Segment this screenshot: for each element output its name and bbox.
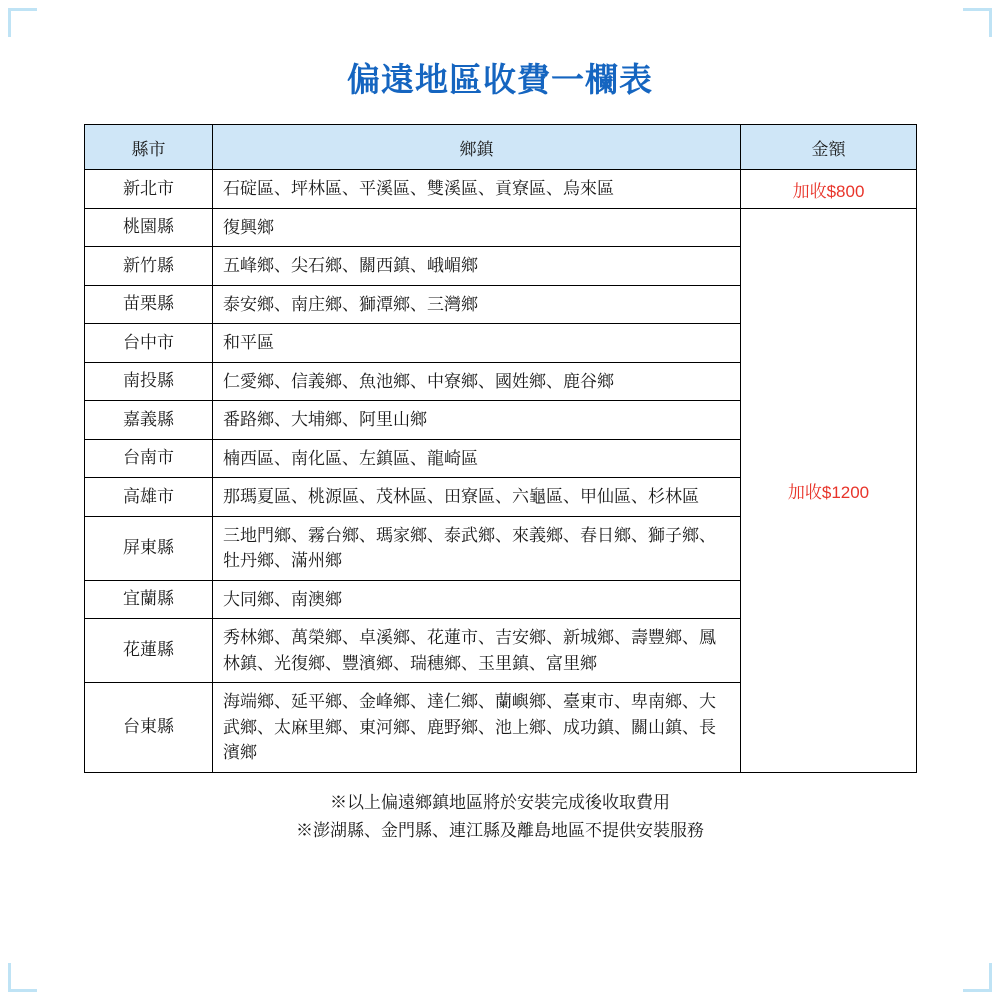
cell-towns: 海端鄉、延平鄉、金峰鄉、達仁鄉、蘭嶼鄉、臺東市、卑南鄉、大武鄉、太麻里鄉、東河鄉、鹿野鄉、池上鄉、成功鎮、關山鎮、長濱鄉 (213, 683, 741, 773)
cell-towns: 楠西區、南化區、左鎮區、龍崎區 (213, 439, 741, 478)
corner-decoration-top-left (8, 8, 37, 37)
cell-county: 屏東縣 (85, 516, 213, 580)
cell-county: 新北市 (85, 170, 213, 209)
cell-towns: 和平區 (213, 324, 741, 363)
remote-area-fee-table (84, 124, 917, 773)
cell-county: 新竹縣 (85, 247, 213, 286)
cell-towns: 三地門鄉、霧台鄉、瑪家鄉、泰武鄉、來義鄉、春日鄉、獅子鄉、牡丹鄉、滿州鄉 (213, 516, 741, 580)
table-row (85, 208, 917, 247)
cell-towns: 復興鄉 (213, 208, 741, 247)
table-header-row (85, 125, 917, 170)
cell-towns: 石碇區、坪林區、平溪區、雙溪區、貢寮區、烏來區 (213, 170, 741, 209)
cell-county: 花蓮縣 (85, 619, 213, 683)
corner-decoration-top-right (963, 8, 992, 37)
table-row (85, 170, 917, 209)
corner-decoration-bottom-right (963, 963, 992, 992)
cell-towns: 大同鄉、南澳鄉 (213, 580, 741, 619)
cell-towns: 泰安鄉、南庄鄉、獅潭鄉、三灣鄉 (213, 285, 741, 324)
cell-towns: 秀林鄉、萬榮鄉、卓溪鄉、花蓮市、吉安鄉、新城鄉、壽豐鄉、鳳林鎮、光復鄉、豐濱鄉、瑞穗鄉、玉里鎮、富里鄉 (213, 619, 741, 683)
corner-decoration-bottom-left (8, 963, 37, 992)
footnotes (84, 789, 916, 845)
cell-county: 南投縣 (85, 362, 213, 401)
cell-county: 台東縣 (85, 683, 213, 773)
cell-county: 苗栗縣 (85, 285, 213, 324)
cell-towns: 番路鄉、大埔鄉、阿里山鄉 (213, 401, 741, 440)
column-header-town: 鄉鎮 (213, 125, 741, 170)
cell-towns: 那瑪夏區、桃源區、茂林區、田寮區、六龜區、甲仙區、杉林區 (213, 478, 741, 517)
cell-county: 台南市 (85, 439, 213, 478)
cell-county: 高雄市 (85, 478, 213, 517)
table-header (85, 125, 917, 170)
column-header-county: 縣市 (85, 125, 213, 170)
cell-county: 嘉義縣 (85, 401, 213, 440)
footnote-line-1: ※以上偏遠鄉鎮地區將於安裝完成後收取費用 (330, 792, 670, 812)
table-body (85, 170, 917, 773)
column-header-amount: 金額 (741, 125, 917, 170)
footnote-line-2: ※澎湖縣、金門縣、連江縣及離島地區不提供安裝服務 (296, 820, 704, 840)
cell-county: 宜蘭縣 (85, 580, 213, 619)
cell-towns: 五峰鄉、尖石鄉、關西鎮、峨嵋鄉 (213, 247, 741, 286)
fee-table-container (84, 124, 916, 845)
cell-county: 桃園縣 (85, 208, 213, 247)
cell-amount-1200: 加收$1200 (741, 208, 917, 772)
cell-county: 台中市 (85, 324, 213, 363)
cell-towns: 仁愛鄉、信義鄉、魚池鄉、中寮鄉、國姓鄉、鹿谷鄉 (213, 362, 741, 401)
cell-amount-800: 加收$800 (741, 170, 917, 209)
page-title: 偏遠地區收費一欄表 (347, 61, 653, 98)
